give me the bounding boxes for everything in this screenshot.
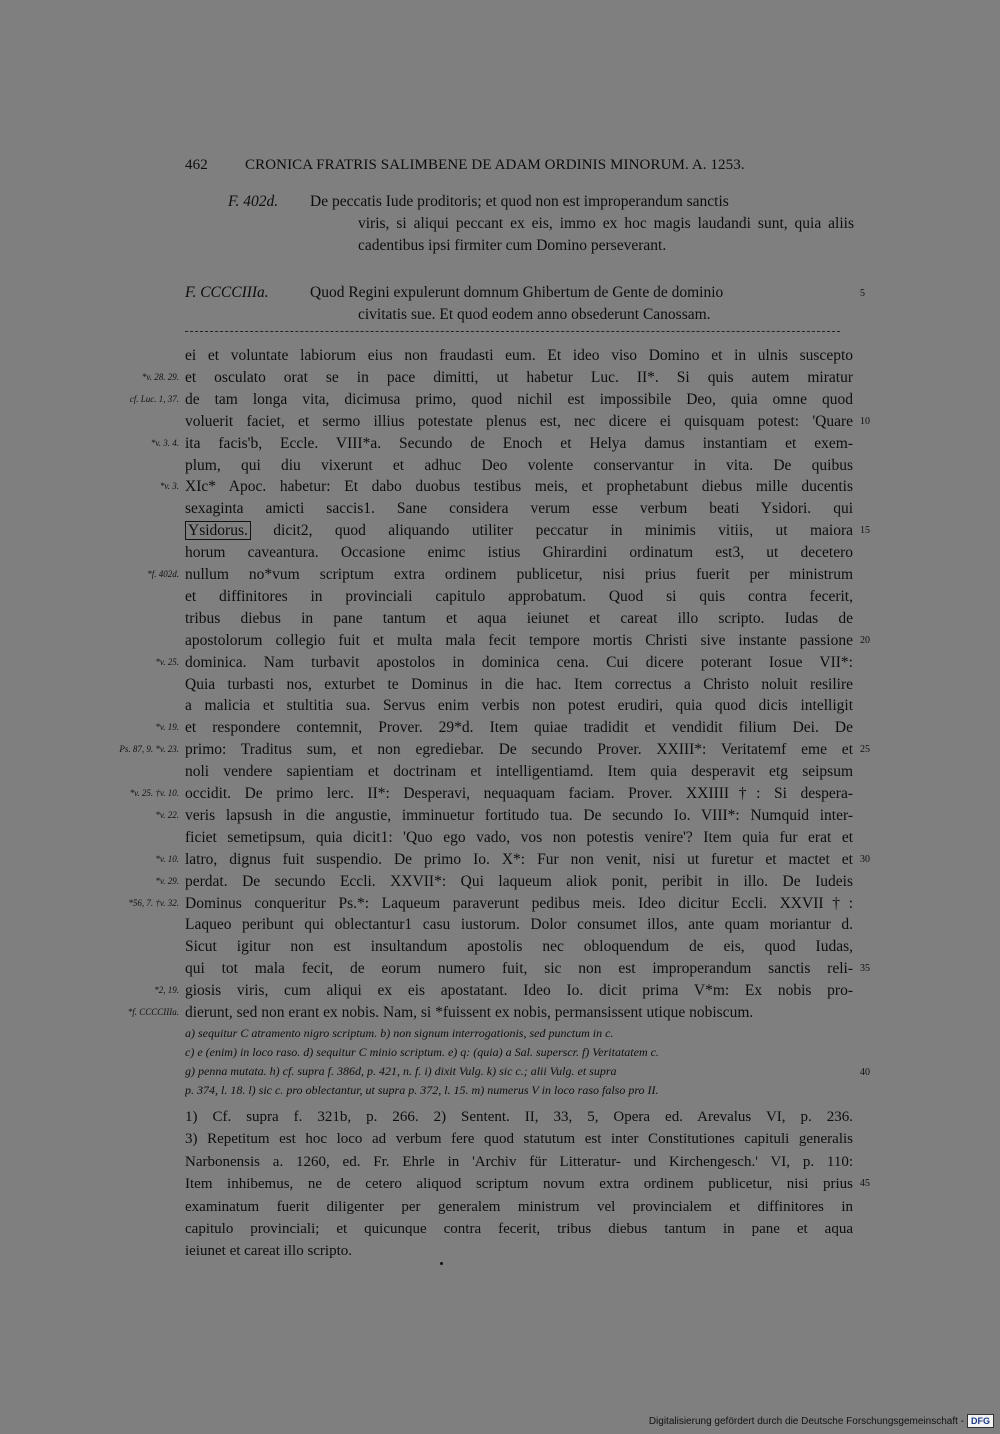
margin-reference: *v. 28. 29. <box>141 371 179 382</box>
page-header <box>185 157 840 174</box>
text-line: apostolorum collegio fuit et multa mala fecit tempore mortis Christi sive instante passione <box>185 631 853 649</box>
rubric-first-line: De peccatis Iude proditoris; et quod non est improperandum sanctis <box>310 193 729 210</box>
line-number: 30 <box>860 853 870 865</box>
text-line: nullum no*vum scriptum extra ordinem publicetur, nisi prius fuerit per ministrum <box>185 566 853 583</box>
text-line: 3) Repetitum est hoc loco ad verbum fere quod statutum est inter Constitutiones capituli generalis <box>185 1131 853 1148</box>
margin-reference: *v. 3. <box>159 481 179 492</box>
text-line: p. 374, l. 18. l) sic c. pro oblectantur, ut supra p. 372, l. 15. m) numerus V in loco raso falso pro II. <box>185 1083 659 1097</box>
text-line: ieiunet et careat illo scripto. <box>185 1243 353 1260</box>
text-line: ficiet semetipsum, quia dicit1: 'Quo ego vado, vos non potestis venire'? Item quia fur erat et <box>185 828 853 846</box>
page-number: 462 <box>185 157 208 173</box>
text-line: qui tot mala fecit, de eorum numero fuit, sic non est improperandum sanctis reli- <box>185 960 853 978</box>
dfg-logo: DFG <box>967 1414 994 1428</box>
margin-reference: *2, 19. <box>154 985 179 996</box>
line-number: 45 <box>860 1178 870 1190</box>
running-title: CRONICA FRATRIS SALIMBENE DE ADAM ORDINIS MINORUM. A. 1253. <box>245 157 745 173</box>
rubric-text <box>310 191 854 257</box>
text-line: dierunt, sed non erant ex nobis. Nam, si *fuissent ex nobis, permansissent utique nobiscum. <box>185 1004 754 1021</box>
line-number: 15 <box>860 525 870 537</box>
text-line: et respondere contemnit, Prover. 29*d. Item quiae tradidit et vendidit filium Dei. De <box>185 719 853 737</box>
text-line: Item inhibemus, ne de cetero aliquod scriptum novum extra ordinem publicetur, nisi prius <box>185 1176 853 1193</box>
margin-reference: *v. 3. 4. <box>150 437 179 448</box>
text-line: noli vendere sapientiam et doctrinam et intelligentiamd. Item quia desperavit etg seipsum <box>185 763 853 781</box>
text-line: horum caveantura. Occasione enimc istius Ghirardini ordinatum est3, ut decetero <box>185 544 853 562</box>
text-line: latro, dignus fuit suspendio. De primo Io. X*: Fur non venit, nisi ut furetur et mactet et <box>185 850 853 868</box>
rubric-1 <box>228 191 858 281</box>
text-line: c) e (enim) in loco raso. d) sequitur C minio scriptum. e) q: (quia) a Sal. superscr. f) Veritatatem c. <box>185 1045 659 1059</box>
text-line: ei et voluntate labiorum eius non fraudasti eum. Et ideo viso Domino et in ulnis suscepto <box>185 347 853 364</box>
text-line: Narbonensis a. 1260, ed. Fr. Ehrle in 'Archiv für Litteratur- und Kirchengesch.' VI, p. 110: <box>185 1153 853 1170</box>
text-line: 1) Cf. supra f. 321b, p. 266. 2) Sentent. II, 33, 5, Opera ed. Arevalus VI, p. 236. <box>185 1109 853 1125</box>
text-line: Sicut igitur non est insultandum apostolis nec obloquendum de eis, quod Iudas, <box>185 938 853 956</box>
text-line: primo: Traditus sum, et non egrediebar. De secundo Prover. XXIII*: Veritatemf eme et <box>185 741 853 759</box>
rubric-label: F. CCCCIIIa. <box>185 284 269 301</box>
margin-reference: *56, 7. †v. 32. <box>128 897 179 908</box>
text-line: perdat. De secundo Eccli. XXVII*: Qui laqueum aliok ponit, peribit in illo. De Iudeis <box>185 872 853 890</box>
text-line: dominica. Nam turbavit apostolos in dominica cena. Cui dicere poterant Iosue VII*: <box>185 653 853 671</box>
text-line: a) sequitur C atramento nigro scriptum. b) non signum interrogationis, sed punctum in c. <box>185 1026 614 1040</box>
rubric-continuation: civitatis sue. Et quod eodem anno obsederunt Canossam. <box>358 306 711 323</box>
margin-reference: *f. CCCCIIIa. <box>127 1007 179 1017</box>
margin-reference: *v. 25. †v. 10. <box>129 788 179 798</box>
text-line: voluerit faciet, et sermo illius potestate plenus est, nec dicere ei quisquam potest: 'Quare <box>185 412 853 430</box>
text-line: examinatum fuerit diligenter per generalem ministrum vel provincialem et diffinitores in <box>185 1198 853 1215</box>
text-line: XIc* Apoc. habetur: Et dabo duobus testibus meis, et prophetabunt diebus mille ducentis <box>185 478 853 496</box>
margin-reference: *f. 402d. <box>147 569 179 579</box>
text-line: Quia turbasti nos, exturbet te Dominus in die hac. Item correctus a Christo noluit resilire <box>185 675 853 693</box>
rubric-first-line: Quod Regini expulerunt domnum Ghibertum de Gente de dominio <box>310 284 724 301</box>
text-line: Laqueo peribunt qui oblectantur1 casu iustorum. Dolor consumet illos, ante quam moriantur d. <box>185 916 853 934</box>
text-line: sexaginta amicti saccis1. Sane considera verum esse verbum beati Ysidori. qui <box>185 500 853 518</box>
rubric-text <box>310 282 854 326</box>
margin-reference: *v. 25. <box>155 656 179 667</box>
text-line: de tam longa vita, dicimusa primo, quod nichil est impossibile Deo, quia omne quod <box>185 390 853 408</box>
line-number: 25 <box>860 744 870 756</box>
margin-reference: *v. 22. <box>155 809 179 820</box>
line-number: 5 <box>860 288 865 299</box>
rubric-label: F. 402d. <box>228 193 279 210</box>
text-line: et diffinitores in provinciali capitulo approbatum. Quod si quis contra fecerit, <box>185 587 853 605</box>
funding-footer <box>649 1414 994 1428</box>
text-line: giosis viris, cum aliqui ex eis apostatant. Ideo Io. dicit prima V*m: Ex nobis pro- <box>185 982 853 1000</box>
margin-reference: cf. Luc. 1, 37. <box>129 393 179 404</box>
print-mark <box>440 1262 443 1265</box>
text-line: g) penna mutata. h) cf. supra f. 386d, p. 421, n. f. i) dixit Vulg. k) sic c.; alii Vulg. et supra <box>185 1064 617 1078</box>
text-line: occidit. De primo lerc. II*: Desperavi, nequaquam faciam. Prover. XXIIII†: Si despera- <box>185 785 853 802</box>
margin-reference: Ps. 87, 9. *v. 23. <box>119 744 179 755</box>
text-line: plum, qui diu vixerunt et adhuc Deo volente conservantur in vita. De quibus <box>185 456 853 474</box>
line-number: 10 <box>860 415 870 427</box>
text-line: capitulo provinciali; et quicunque contra fecerit, tribus diebus tantum in pane et aqua <box>185 1221 853 1237</box>
rubric-continuation: viris, si aliqui peccant ex eis, immo ex hoc magis laudandi sunt, quia aliis cadentibus ipsi firmiter cum Domino perseverant. <box>358 215 854 254</box>
line-number: 40 <box>860 1067 870 1078</box>
text-line: ita facis'b, Eccle. VIII*a. Secundo de Enoch et Helya damus instantiam et exem- <box>185 434 853 452</box>
line-number: 35 <box>860 963 870 975</box>
margin-reference: *v. 10. <box>155 853 179 864</box>
funding-credit: Digitalisierung gefördert durch die Deutsche Forschungsgemeinschaft - <box>648 1415 964 1427</box>
margin-reference: *v. 19. <box>155 722 179 733</box>
text-line: Ysidorus. dicit2, quod aliquando utiliter peccatur in minimis vitiis, ut maiora <box>185 520 853 542</box>
text-line: Dominus conqueritur Ps.*: Laqueum paraverunt pedibus meis. Ideo dicitur Eccli. XXVII†: <box>185 894 853 912</box>
text-line: a malicia et stultitia sua. Servus enim verbis non potest erudiri, quia quod dicis intelligit <box>185 697 853 715</box>
rubric-2 <box>185 282 865 328</box>
text-line: et osculato orat se in pace dimitti, ut habetur Luc. II*. Si quis autem miratur <box>185 368 853 386</box>
boxed-marginal-name: Ysidorus. <box>185 521 251 540</box>
text-line: tribus diebus in pane tantum et aqua ieiunet et careat illo scripto. Iudas de <box>185 609 853 627</box>
line-number: 20 <box>860 634 870 646</box>
text-line: veris lapsush in die angustie, imminuetur fortitudo tua. De secundo Io. VIII*: Numquid inter- <box>185 806 853 824</box>
section-divider <box>185 331 840 332</box>
margin-reference: *v. 29. <box>155 875 179 886</box>
